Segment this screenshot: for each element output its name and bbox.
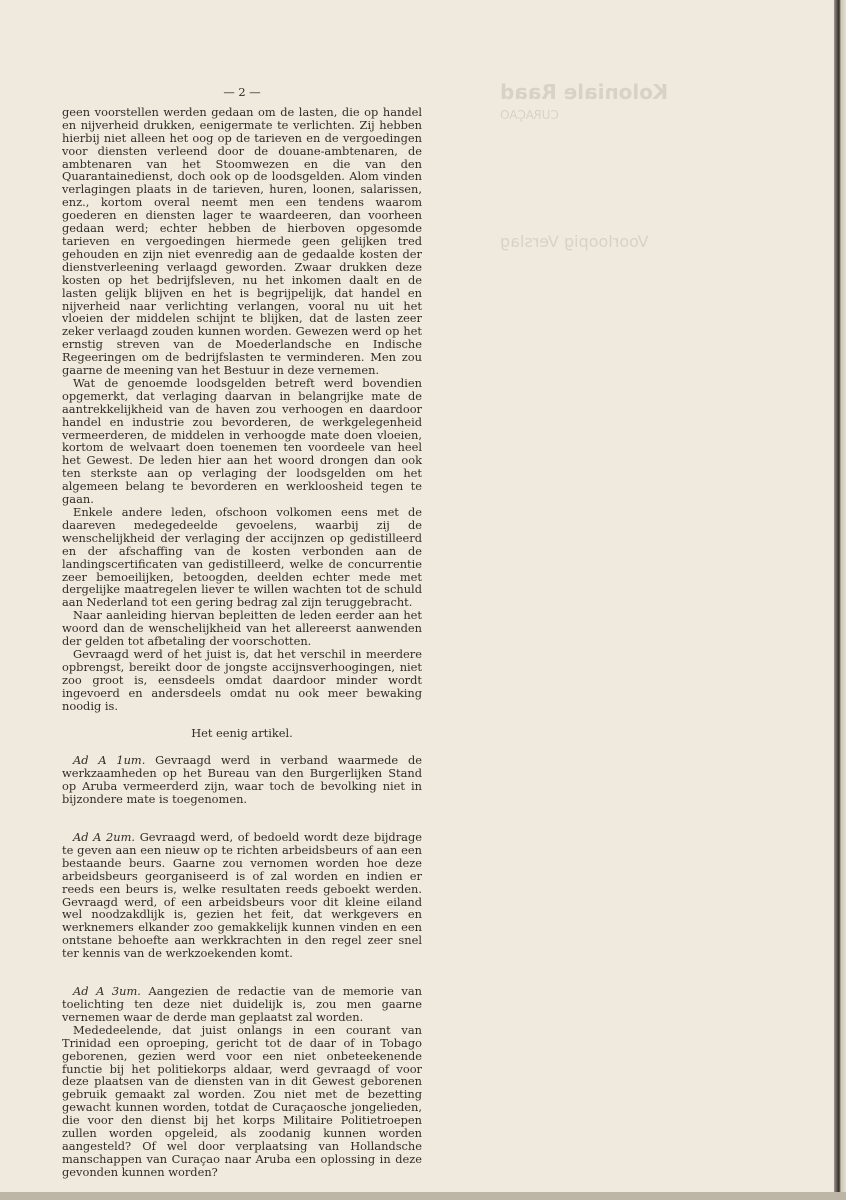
article-label: Ad A 2um. bbox=[73, 830, 136, 845]
page-number: — 2 — bbox=[223, 85, 261, 99]
article-text: Aangezien de redactie van de memorie van toelichting ten deze niet duidelijk is, zou men gaarne vernemen waar de derde man geplaatst zal worden. bbox=[62, 984, 422, 1024]
ghost-subtitle: CURAÇAO bbox=[500, 108, 559, 122]
paragraph-2: Wat de genoemde loodsgelden betreft werd bovendien opgemerkt, dat verlaging daarvan in belangrijke mate de aantrekkelijkheid van de haven zou verhoogen en daardoor handel en industrie zou bevorderen, de werkgelegenheid vermeerderen, de middelen in verhoogde mate doen vloeien, kortom de welvaart doen toenemen ten voordeele van heel het Gewest. De leden hier aan het woord drongen dan ook ten sterkste aan op verlaging der loodsgelden om het algemeen belang te bevorderen en werkloosheid tegen te gaan. bbox=[62, 375, 422, 507]
paragraph-4: Naar aanleiding hiervan bepleitten de leden eerder aan het woord dan de wenschelijkheid van het allereerst aanwenden der gelden tot afbetaling der voorschotten. bbox=[62, 608, 422, 649]
bleed-through-text bbox=[500, 80, 800, 251]
paragraph-5: Gevraagd werd of het juist is, dat het verschil in meerdere opbrengst, bereikt door de jongste accijnsverhoogingen, niet zoo groot is, eensdeels omdat daardoor minder wordt ingevoerd en andersdeels omdat nu ook meer bewaking noodig is. bbox=[62, 646, 422, 713]
article-label: Ad A 1um. bbox=[73, 753, 146, 768]
ghost-report: Voorloopig Verslag bbox=[500, 232, 649, 251]
article-text: Gevraagd werd, of bedoeld wordt deze bijdrage te geven aan een nieuw op te richten arbeidsbeurs of aan een bestaande beurs. Gaarne zou vernomen worden hoe deze arbeidsbeurs georganiseerd is of zal worden en indien er reeds een beurs is, welke resultaten reeds geboekt werden. Gevraagd werd, of een arbeidsbeurs voor dit kleine eiland wel noodzakdlijk is, gezien het feit, dat werkgevers en werknemers elkander zoo gemakkelijk kunnen vinden en een ontstane behoefte aan werkkrachten in den regel zeer snel ter kennis van de werkzoekenden komt. bbox=[62, 830, 422, 961]
article-3um bbox=[62, 985, 422, 1024]
paragraph-3: Enkele andere leden, ofschoon volkomen eens met de daareven medegedeelde gevoelens, waarbij zij de wenschelijkheid der verlaging der accijnzen op gedistilleerd en der afschaffing van de kosten verbonden aan de landingscertificaten van gedistilleerd, welke de concurrentie zeer bemoeilijken, betoogden, deelden echter mede met dergelijke maatregelen liever te willen wachten tot de schuld aan Nederland tot een gering bedrag zal zijn teruggebracht. bbox=[62, 505, 422, 610]
ghost-title: Koloniale Raad bbox=[500, 80, 669, 104]
article-label: Ad A 3um. bbox=[73, 984, 141, 999]
article-text: Gevraagd werd in verband waarmede de werkzaamheden op het Bureau van den Burgerlijken Stand op Aruba vermeerderd zijn, waar toch de bevolking niet in bijzondere mate is toegenomen. bbox=[62, 753, 422, 807]
paragraph-1: geen voorstellen werden gedaan om de lasten, die op handel en nijverheid drukken, eenigermate te verlichten. Zij hebben hierbij niet alleen het oog op de tarieven en de vergoedingen voor diensten verleend door de douane-ambtenaren, de ambtenaren van het Stoomwezen en die van den Quarantainedienst, doch ook op de loodsgelden. Alom vinden verlagingen plaats in de tarieven, huren, loonen, salarissen, enz., kortom overal neemt men een tendens waarom goederen en diensten lager te waardeeren, dan voorheen gedaan werd; echter hebben de hierboven opgesomde tarieven en vergoedingen hiermede geen gelijken tred gehouden en zijn niet evenredig aan de gedaalde kosten der dienstverleening verlaagd geworden. Zwaar drukken deze kosten op het bedrijfsleven, nu het inkomen daalt en de lasten gelijk blijven en het is begrijpelijk, dat handel en nijverheid naar verlichting verlangen, vooral nu uit het vloeien der middelen schijnt te blijken, dat de lasten zeer zeker verlaagd zouden kunnen worden. Gewezen werd op het ernstig streven van de Moederlandsche en Indische Regeeringen om de bedrijfslasten te verminderen. Men zou gaarne de meening van het Bestuur in deze vernemen. bbox=[62, 104, 422, 378]
article-1um bbox=[62, 754, 422, 806]
article-2um bbox=[62, 831, 422, 960]
page-edge-bottom bbox=[0, 1192, 846, 1200]
article-3um-continued: Mededeelende, dat juist onlangs in een courant van Trinidad een oproeping, gericht tot de daar of in Tobago geborenen, gezien werd voor een niet onbeteekenende functie bij het politiekorps aldaar, werd gevraagd of voor deze plaatsen van de diensten van in dit Gewest geborenen gebruik gemaakt zal worden. Zou niet met de bezetting gewacht kunnen worden, totdat de Curaçaosche jongelieden, die voor den dienst bij het korps Militaire Politietroepen zullen worden opgeleid, als zoodanig kunnen worden aangesteld? Of wel door verplaatsing van Hollandsche manschappen van Curaçao naar Aruba een oplossing in deze gevonden kunnen worden? bbox=[62, 1022, 422, 1179]
section-heading: Het eenig artikel. bbox=[191, 725, 293, 740]
text-column bbox=[62, 86, 422, 1179]
page-edge-right bbox=[834, 0, 846, 1200]
